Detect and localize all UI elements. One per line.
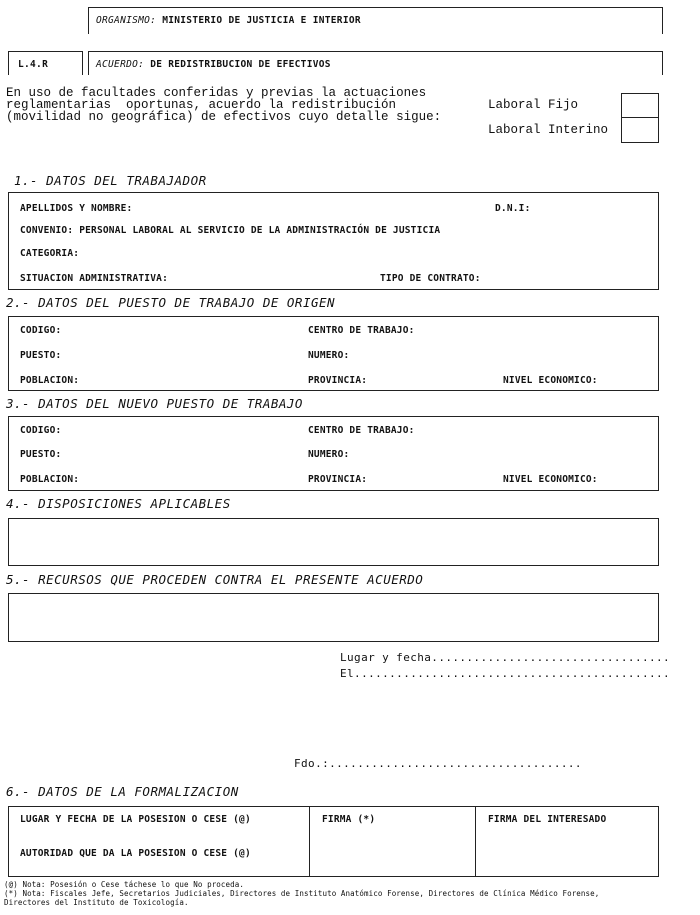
acuerdo-label: ACUERDO: — [96, 59, 145, 70]
convenio-label: CONVENIO: PERSONAL LABORAL AL SERVICIO DE LA ADMINISTRACIÓN DE JUSTICIA — [20, 225, 441, 236]
dni-label: D.N.I: — [495, 203, 531, 214]
categoria-label: CATEGORIA: — [20, 248, 80, 259]
nuevo-puesto-label: PUESTO: — [20, 449, 62, 460]
nuevo-provincia-label: PROVINCIA: — [308, 474, 368, 485]
nuevo-poblacion-label: POBLACION: — [20, 474, 80, 485]
organismo-field — [96, 15, 361, 26]
origen-centro-label: CENTRO DE TRABAJO: — [308, 325, 415, 336]
option-laboral-interino-label: Laboral Interino — [488, 123, 609, 137]
footnote-1: (@) Nota: Posesión o Cese táchese lo que No proceda. — [4, 880, 244, 889]
laboral-fijo-checkbox[interactable] — [621, 93, 659, 118]
intro-line-2: reglamentarias oportunas, acuerdo la redistribución — [6, 98, 397, 112]
document-code: L.4.R — [18, 59, 49, 70]
situacion-label: SITUACION ADMINISTRATIVA: — [20, 273, 168, 284]
firma-interesado-label: FIRMA DEL INTERESADO — [488, 814, 607, 825]
formalizacion-divider-1 — [309, 806, 310, 877]
autoridad-label: AUTORIDAD QUE DA LA POSESION O CESE (@) — [20, 848, 251, 859]
nuevo-numero-label: NUMERO: — [308, 449, 350, 460]
intro-line-1: En uso de facultades conferidas y previas la actuaciones — [6, 86, 427, 100]
section-1-title: 1.- DATOS DEL TRABAJADOR — [14, 173, 207, 188]
footnote-2: (*) Nota: Fiscales Jefe, Secretarios Judiciales, Directores de Instituto Anatómico Forense, Directores de Clínica Médico Forense, — [4, 889, 600, 898]
section-5-title: 5.- RECURSOS QUE PROCEDEN CONTRA EL PRESENTE ACUERDO — [6, 572, 424, 587]
acuerdo-field — [96, 59, 331, 70]
section-4-title: 4.- DISPOSICIONES APLICABLES — [6, 496, 231, 511]
footnotes — [4, 880, 599, 907]
origen-poblacion-label: POBLACION: — [20, 375, 80, 386]
option-laboral-fijo-label: Laboral Fijo — [488, 98, 579, 112]
footnote-3: Directores del Instituto de Toxicología. — [4, 898, 189, 907]
origen-nivel-label: NIVEL ECONOMICO: — [503, 375, 598, 386]
organismo-label: ORGANISMO: — [96, 15, 157, 26]
el-line: El............................................. — [340, 667, 671, 680]
tipo-contrato-label: TIPO DE CONTRATO: — [380, 273, 481, 284]
disposiciones-box[interactable] — [8, 518, 659, 566]
section-2-title: 2.- DATOS DEL PUESTO DE TRABAJO DE ORIGEN — [6, 295, 336, 310]
intro-line-3: (movilidad no geográfica) de efectivos cuyo detalle sigue: — [6, 110, 442, 124]
intro-text — [6, 87, 441, 123]
organismo-value: MINISTERIO DE JUSTICIA E INTERIOR — [162, 15, 361, 26]
recursos-box[interactable] — [8, 593, 659, 642]
section-6-title: 6.- DATOS DE LA FORMALIZACION — [6, 784, 239, 799]
apellidos-label: APELLIDOS Y NOMBRE: — [20, 203, 133, 214]
origen-codigo-label: CODIGO: — [20, 325, 62, 336]
formalizacion-divider-2 — [475, 806, 476, 877]
origen-numero-label: NUMERO: — [308, 350, 350, 361]
fdo-line: Fdo.:.................................... — [294, 757, 582, 770]
origen-provincia-label: PROVINCIA: — [308, 375, 368, 386]
section-3-title: 3.- DATOS DEL NUEVO PUESTO DE TRABAJO — [6, 396, 303, 411]
nuevo-centro-label: CENTRO DE TRABAJO: — [308, 425, 415, 436]
lugar-fecha-line: Lugar y fecha.................................. — [340, 651, 671, 664]
lugar-posesion-label: LUGAR Y FECHA DE LA POSESION O CESE (@) — [20, 814, 251, 825]
origen-puesto-label: PUESTO: — [20, 350, 62, 361]
firma-label: FIRMA (*) — [322, 814, 376, 825]
nuevo-nivel-label: NIVEL ECONOMICO: — [503, 474, 598, 485]
laboral-interino-checkbox[interactable] — [621, 117, 659, 143]
acuerdo-value: DE REDISTRIBUCION DE EFECTIVOS — [150, 59, 331, 70]
nuevo-codigo-label: CODIGO: — [20, 425, 62, 436]
